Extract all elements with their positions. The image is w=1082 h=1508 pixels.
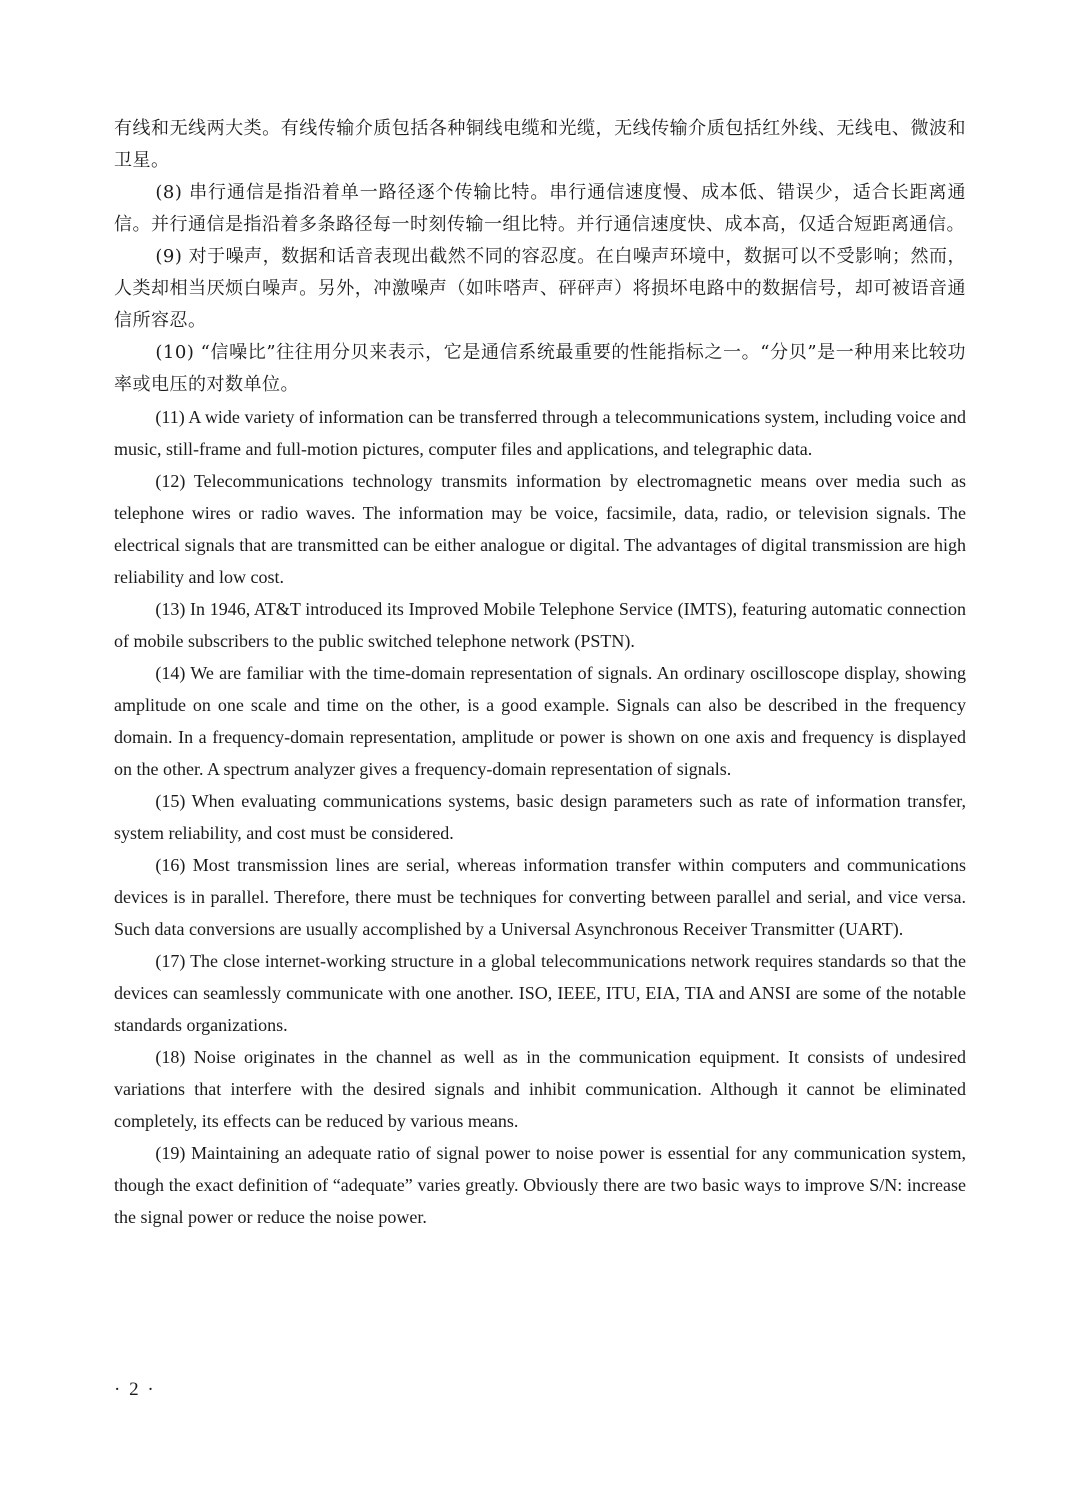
paragraph-16: (16) Most transmission lines are serial, whereas information transfer within computers and communications devices is in parallel. Therefore, there must be techniques for converting between parallel and serial, and vice versa. Such data conversions are usually accomplished by a Universal Asynchronous Receiver Transmitter (UART). — [114, 855, 966, 939]
paragraph-13: (13) In 1946, AT&T introduced its Improved Mobile Telephone Service (IMTS), featuring automatic connection of mobile subscribers to the public switched telephone network (PSTN). — [114, 599, 966, 651]
paragraph-18: (18) Noise originates in the channel as well as in the communication equipment. It consists of undesired variations that interfere with the desired signals and inhibit communication. Although it cannot be eliminated completely, its effects can be reduced by various means. — [114, 1047, 966, 1131]
paragraph-8: (8) 串行通信是指沿着单一路径逐个传输比特。串行通信速度慢、成本低、错误少，适合长距离通信。并行通信是指沿着多条路径每一时刻传输一组比特。并行通信速度快、成本高，仅适合短距离通信。 — [114, 182, 966, 235]
paragraph-10: (10) “信噪比”往往用分贝来表示，它是通信系统最重要的性能指标之一。“分贝”是一种用来比较功率或电压的对数单位。 — [114, 342, 966, 395]
paragraph-19: (19) Maintaining an adequate ratio of signal power to noise power is essential for any communication system, though the exact definition of “adequate” varies greatly. Obviously there are two basic ways to improve S/N: increase the signal power or reduce the noise power. — [114, 1143, 966, 1227]
paragraph-12: (12) Telecommunications technology transmits information by electromagnetic means over media such as telephone wires or radio waves. The information may be voice, facsimile, data, radio, or television signals. The electrical signals that are transmitted can be either analogue or digital. The advantages of digital transmission are high reliability and low cost. — [114, 471, 966, 587]
paragraph-continuation: 有线和无线两大类。有线传输介质包括各种铜线电缆和光缆，无线传输介质包括红外线、无线电、微波和卫星。 — [114, 118, 966, 171]
paragraph-14: (14) We are familiar with the time-domain representation of signals. An ordinary oscilloscope display, showing amplitude on one scale and time on the other, is a good example. Signals can also be described in the frequency domain. In a frequency-domain representation, amplitude or power is shown on one axis and frequency is displayed on the other. A spectrum analyzer gives a frequency-domain representation of signals. — [114, 663, 966, 779]
paragraph-11: (11) A wide variety of information can be transferred through a telecommunications system, including voice and music, still-frame and full-motion pictures, computer files and applications, and telegraphic data. — [114, 407, 966, 459]
paragraph-9: (9) 对于噪声，数据和话音表现出截然不同的容忍度。在白噪声环境中，数据可以不受影响；然而，人类却相当厌烦白噪声。另外，冲激噪声（如咔嗒声、砰砰声）将损坏电路中的数据信号，却可被语音通信所容忍。 — [114, 246, 966, 331]
text-body — [114, 113, 966, 1233]
paragraph-15: (15) When evaluating communications systems, basic design parameters such as rate of information transfer, system reliability, and cost must be considered. — [114, 791, 966, 843]
page-number: · 2 · — [114, 1379, 156, 1400]
paragraph-17: (17) The close internet-working structure in a global telecommunications network requires standards so that the devices can seamlessly communicate with one another. ISO, IEEE, ITU, EIA, TIA and ANSI are some of the notable standards organizations. — [114, 951, 966, 1035]
